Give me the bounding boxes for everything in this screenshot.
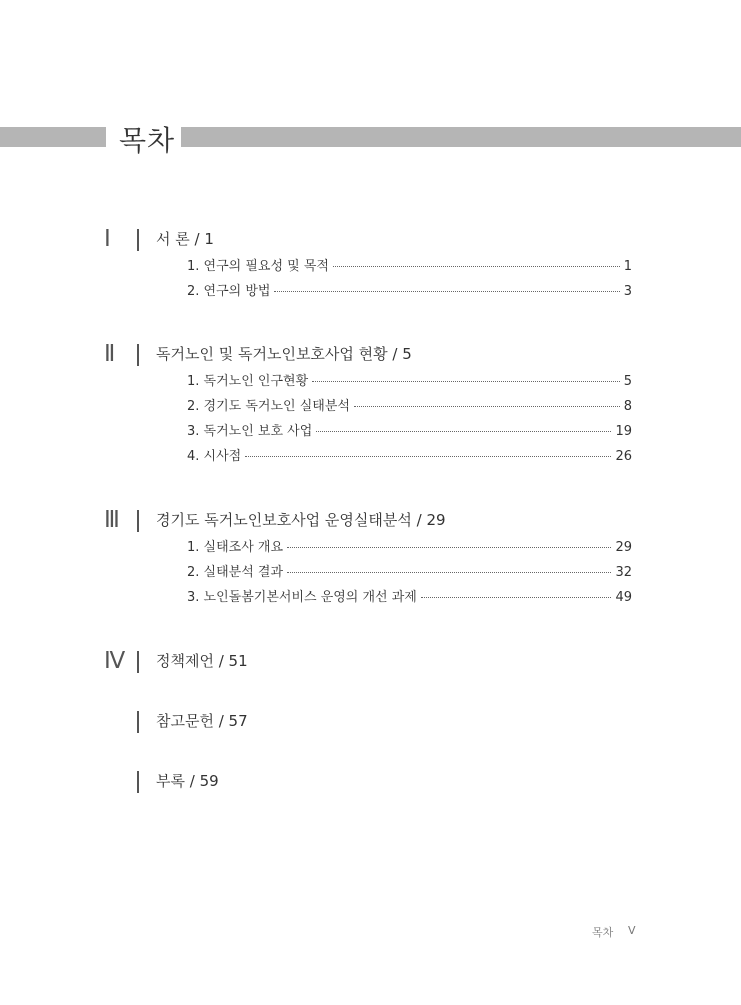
toc-entry-label: 3. 독거노인 보호 사업 (187, 424, 313, 439)
chapter-numeral: Ⅰ (104, 226, 111, 252)
toc-entry[interactable] (187, 445, 632, 470)
chapter-heading[interactable]: 서 론 / 1 (156, 230, 214, 248)
dot-leader (333, 266, 620, 267)
toc-entry[interactable] (187, 255, 632, 280)
chapter-numeral: Ⅳ (104, 648, 126, 674)
chapter-divider (137, 510, 139, 532)
toc-entry-label: 1. 연구의 필요성 및 목적 (187, 259, 329, 274)
toc-entry[interactable] (187, 280, 632, 305)
dot-leader (354, 406, 620, 407)
chapter-heading[interactable]: 독거노인 및 독거노인보호사업 현황 / 5 (156, 345, 412, 363)
dot-leader (316, 431, 611, 432)
toc-entry-page: 49 (615, 590, 632, 605)
chapter-numeral: Ⅲ (104, 507, 120, 533)
title-bar-left (0, 127, 106, 147)
toc-entry-page: 32 (615, 565, 632, 580)
dot-leader (287, 547, 611, 548)
chapter-heading[interactable]: 참고문헌 / 57 (156, 712, 248, 730)
footer-page-number: V (628, 924, 636, 937)
dot-leader (312, 381, 620, 382)
chapter-divider (137, 344, 139, 366)
chapter-divider (137, 229, 139, 251)
chapter-entries (187, 370, 632, 470)
toc-entry-page: 1 (623, 259, 632, 274)
toc-entry[interactable] (187, 536, 632, 561)
toc-entry-page: 26 (615, 449, 632, 464)
chapter-entries (187, 536, 632, 611)
toc-entry-label: 1. 실태조사 개요 (187, 540, 284, 555)
toc-entry-label: 3. 노인돌봄기본서비스 운영의 개선 과제 (187, 590, 417, 605)
chapter-divider (137, 651, 139, 673)
dot-leader (274, 291, 619, 292)
toc-entry[interactable] (187, 561, 632, 586)
toc-entry-label: 2. 실태분석 결과 (187, 565, 284, 580)
toc-entry[interactable] (187, 395, 632, 420)
dot-leader (287, 572, 611, 573)
toc-entry-label: 2. 연구의 방법 (187, 284, 271, 299)
chapter-heading[interactable]: 부록 / 59 (156, 772, 219, 790)
dot-leader (245, 456, 611, 457)
toc-entry-page: 19 (615, 424, 632, 439)
toc-entry-label: 1. 독거노인 인구현황 (187, 374, 309, 389)
toc-entry-label: 4. 시사점 (187, 449, 242, 464)
toc-entry-page: 8 (623, 399, 632, 414)
dot-leader (421, 597, 612, 598)
title-bar-right (181, 127, 741, 147)
toc-entry[interactable] (187, 586, 632, 611)
chapter-heading[interactable]: 정책제언 / 51 (156, 652, 248, 670)
chapter-entries (187, 255, 632, 305)
toc-entry[interactable] (187, 420, 632, 445)
toc-entry[interactable] (187, 370, 632, 395)
page-title: 목차 (119, 124, 176, 157)
chapter-heading[interactable]: 경기도 독거노인보호사업 운영실태분석 / 29 (156, 511, 446, 529)
chapter-divider (137, 771, 139, 793)
toc-entry-page: 5 (623, 374, 632, 389)
footer-title: 목차 (592, 926, 614, 939)
chapter-divider (137, 711, 139, 733)
toc-entry-page: 29 (615, 540, 632, 555)
toc-entry-page: 3 (623, 284, 632, 299)
chapter-numeral: Ⅱ (104, 341, 116, 367)
toc-entry-label: 2. 경기도 독거노인 실태분석 (187, 399, 350, 414)
